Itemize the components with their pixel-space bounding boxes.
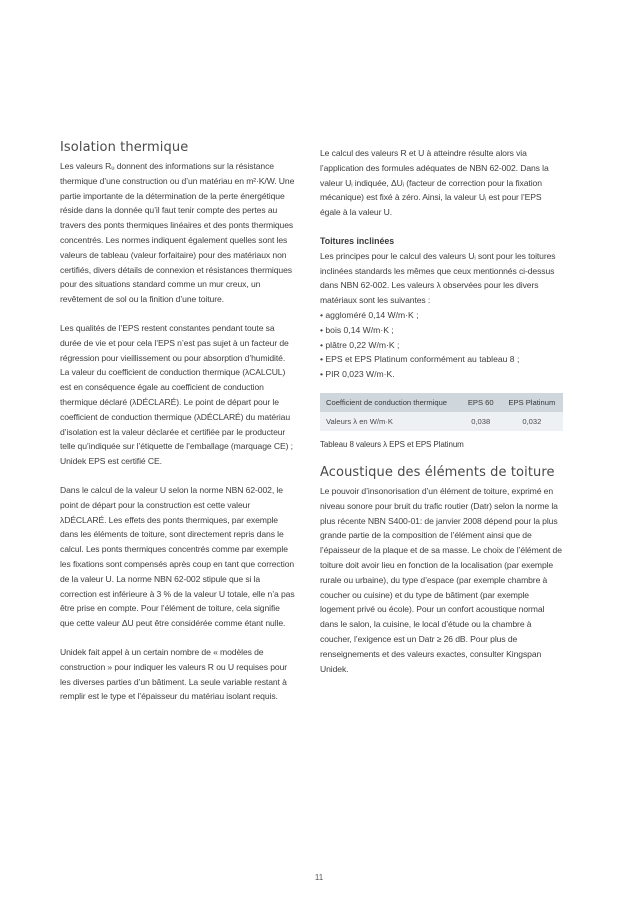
table-row: [320, 412, 563, 431]
table-header-cell: Coefficient de conduction thermique: [326, 397, 448, 407]
table-header-cell: EPS 60: [467, 397, 494, 407]
paragraph-u-value-calculation: Dans le calcul de la valeur U selon la norme NBN 62-002, le point de départ pour la construction est cette valeur λDÉCLARÉ. Les effets des ponts thermiques, par exemple dans les éléments de toiture, sont directement repris dans le calcul. Les ponts thermiques concentrés comme par exemple les fixations sont compensés après coup en tant que correction de la valeur U. La norme NBN 62-002 stipule que si la correction est inférieure à 3 % de la valeur U totale, elle n’a pas être prise en compte. Pour l’élément de toiture, cela signifie que cette valeur ΔU peut être considérée comme étant nulle.: [60, 484, 295, 629]
table-header-cell: EPS Platinum: [508, 397, 556, 407]
table-cell: Valeurs λ en W/m·K: [326, 416, 393, 426]
table-header-row: [320, 393, 563, 412]
page-number: 11: [314, 873, 324, 882]
paragraph-sloped-roofs: Les principes pour le calcul des valeurs Uᵢ sont pour les toitures inclinées standards les mêmes que ceux mentionnés ci-dessus dans NBN 62-002. Les valeurs λ observées pour les divers matériaux sont les suivantes :: [320, 250, 556, 306]
section-heading-acoustics: Acoustique des éléments de toiture: [320, 464, 555, 480]
paragraph-acoustics: Le pouvoir d’insonorisation d’un élément de toiture, exprimé en niveau sonore pour bruit du trafic routier (Datr) selon la norme la plus récente NBN S400-01: de janvier 2008 dépend pour la plus grande partie de la composition de l’élément ainsi que de l’épaisseur de la plaque et de sa masse. Le choix de l’élément de toiture doit avoir lieu en fonction de la localisation (par exemple rurale ou urbaine), du type d’espace (par exemple chambre à coucher ou cuisine) et du type de bâtiment (par exemple logement privé ou école). Pour un confort acoustique normal dans le salon, la cuisine, le local d’étude ou la chambre à coucher, l’exigence est un Datr ≥ 26 dB. Pour plus de renseignements et des valeurs exactes, consulter Kingspan Unidek.: [320, 485, 562, 674]
paragraph-eps-qualities: Les qualités de l’EPS restent constantes pendant toute sa durée de vie et pour cela l’EPS n’est pas sujet à un facteur de régression pour vieillissement ou pour absorption d’humidité. La valeur du coefficient de conduction thermique (λCALCUL) est en conséquence égale au coefficient de conduction thermique déclaré (λDÉCLARÉ). Le point de départ pour le coefficient de conduction thermique (λDÉCLARÉ) du matériau d’isolation est la valeur déclarée et certifiée par le producteur telle qu’indiquée sur l’étiquette de l’emballage (marquage CE) ; Unidek EPS est certifié CE.: [60, 322, 293, 467]
table-cell: 0,032: [522, 416, 542, 426]
list-item: • aggloméré 0,14 W/m·K ;: [320, 308, 563, 323]
list-item: • PIR 0,023 W/m·K.: [320, 367, 563, 382]
left-column: [60, 140, 296, 718]
paragraph-r-values: Les valeurs Rᵤ donnent des informations sur la résistance thermique d’une construction ou d’un matériau en m²·K/W. Une partie importante de la détermination de la perte énergétique réside dans la donnée qu’il faut tenir compte des pertes au travers des ponts thermiques linéaires et des ponts thermiques concentrés. Les normes indiquent également quelles sont les valeurs de tableau (valeur forfaitaire) pour des matériaux non certifiés, divers détails de connexion et résistances thermiques pour des situations standard comme un mur creux, un revêtement de sol ou la finition d’une toiture.: [60, 161, 295, 305]
lambda-table: [320, 393, 563, 431]
table-cell: 0,038: [471, 416, 491, 426]
lambda-values-list: [320, 308, 563, 382]
list-item: • EPS et EPS Platinum conformément au tableau 8 ;: [320, 352, 563, 367]
paragraph-ru-calculation: Le calcul des valeurs R et U à atteindre résulte alors via l’application des formules adéquates de NBN 62-002. Dans la valeur Uᵢ indiquée, ΔUᵢ (facteur de correction pour la fixation mécanique) est fixé à zéro. Ainsi, la valeur Uᵢ est pour l’EPS égale à la valeur U.: [320, 148, 549, 218]
paragraph-construction-models: Unidek fait appel à un certain nombre de « modèles de construction » pour indiquer les valeurs R ou U requises pour les diverses parties d’un bâtiment. La seule variable restant à remplir est le type et l’épaisseur du matériau isolant requis.: [60, 646, 288, 702]
list-item: • plâtre 0,22 W/m·K ;: [320, 338, 563, 353]
subheading-sloped-roofs: Toitures inclinées: [320, 235, 395, 246]
section-heading-thermal-insulation: Isolation thermique: [60, 140, 189, 155]
right-column: [320, 146, 563, 690]
list-item: • bois 0,14 W/m·K ;: [320, 323, 563, 338]
table-caption: Tableau 8 valeurs λ EPS et EPS Platinum: [320, 439, 464, 449]
